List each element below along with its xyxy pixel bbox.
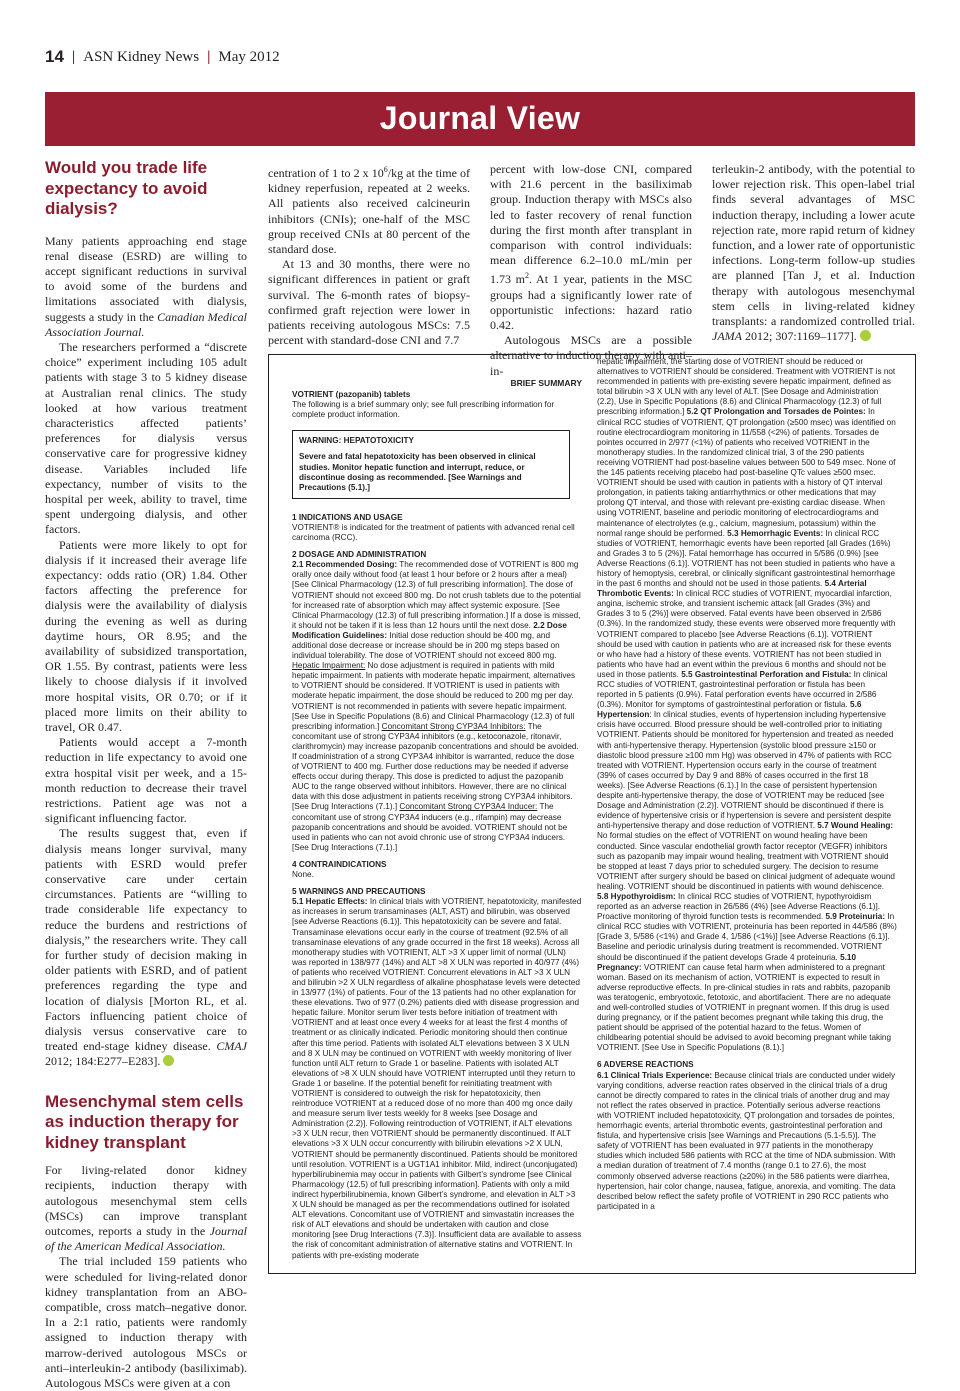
subsection-title: 5.1 Hepatic Effects: [292,897,368,907]
superscript: 2 [525,271,530,281]
column-2 [268,162,470,347]
section-heading: 1 INDICATIONS AND USAGE [292,512,403,522]
subsection-title: 5.3 Hemorrhagic Events: [727,528,824,538]
text: 2012; 307:1169–1177]. [741,329,857,344]
section-text: None. [292,870,314,880]
text: /kg at the time of kidney reperfusion, repeated at 2 weeks. All patients also received calcineurin inhibitors (CNIs); one-half of the MSC group received CNIs at 80 percent of the standard dose. [268,166,470,257]
text: Many patients approaching end stage renal disease (ESRD) are willing to accept significant reductions in survival to avoid some of the burdens and limitations associated with dialysis, suggests a study in the [45,233,247,324]
text: 2012; 184:E277–E283]. [45,1054,161,1069]
text: In clinical RCC studies with VOTRIENT, proteinuria has been reported in 44/586 (8%) [Grade 3, 5/586 (<1%) and Grade 4, 1/586 (<1%)] [see Adverse Reactions (6.1)]. Baseline and periodic urinalysis during treatment is recommended. VOTRIENT should be discontinued if the patient develops Grade 4 proteinuria. [597,912,897,962]
page-number: 14 [45,47,64,66]
paragraph [268,162,470,257]
section-title: Journal View [379,100,581,136]
text: centration of 1 to 2 x 10 [268,166,384,180]
text: The concomitant use of strong CYP3A4 inhibitors (e.g., ketoconazole, ritonavir, clarithromycin) may increase pazopanib concentrations and should be avoided. If coadministration of a strong CYP3A4 inhibitor is warranted, reduce the dose of VOTRIENT to 400 mg. Further dose reductions may be needed if adverse effects occur during therapy. This dose is predicted to adjust the pazopanib AUC to the range observed without inhibitors. However, there are no clinical data with this dose adjustment in patients receiving strong CYP3A4 inhibitors. [See Drug Interactions (7.1).] [292,721,579,812]
subsection-title: 5.8 Hypothyroidism: [597,891,676,901]
ad-column-right [597,357,897,1269]
text: In clinical RCC studies of VOTRIENT, hemorrhagic events have been reported [all Grades (16%) and Grades 3 to 5 (2%)]. Fatal hemorrhage has occurred in 5/586 (0.9%) [see Adverse Reactions (6.1)]. VOTRIENT has not been studied in patients who have a history of hemoptysis, cerebral, or clinically significant gastrointestinal hemorrhage in the past 6 months and should not be used in those patients. [597,528,896,589]
subsection-title: 5.9 Proteinuria: [825,912,886,922]
drug-subtitle: The following is a brief summary only; see full prescribing information for complete product information. [292,400,555,420]
journal-name: Canadian Medical Association Journal. [45,309,248,339]
section-heading: 5 WARNINGS AND PRECAUTIONS [292,887,426,897]
text: Because clinical trials are conducted under widely varying conditions, adverse reaction rates observed in the clinical trials of a drug cannot be directly compared to rates in the clinical trials of another drug and may not reflect the rates observed in practice. Potentially serious adverse reactions with VOTRIENT included hepatotoxicity, QT prolongation and torsades de pointes, hemorrhagic events, arterial thrombotic events, gastrointestinal perforation and fistula, and hypertensive crisis [see Warnings and Precautions (5.1-5.5)]. The safety of VOTRIENT has been evaluated in 977 patients in the monotherapy studies which included 586 patients with RCC at the time of NDA submission. With a median duration of treatment of 7.4 months (range 0.1 to 27.6), the most commonly observed adverse reactions (≥20%) in the 586 patients were diarrhea, hypertension, hair color change, nausea, fatigue, anorexia, and vomiting. The data described below reflect the safety profile of VOTRIENT in 290 RCC patients who participated in a [597,1070,896,1211]
text: VOTRIENT can cause fetal harm when administered to a pregnant woman. Based on its mechanism of action, VOTRIENT is expected to result in adverse reproductive effects. In pre-clinical studies in rats and rabbits, pazopanib was teratogenic, embryotoxic, fetotoxic, and abortifacient. There are no adequate and well-controlled studies of VOTRIENT in pregnant women. If this drug is used during pregnancy, or if the patient becomes pregnant while taking this drug, the patient should be apprised of the potential hazard to the fetus. Women of childbearing potential should be advised to avoid becoming pregnant while taking VOTRIENT. [See Use in Specific Populations (8.1).] [597,962,892,1053]
article-headline: Mesenchymal stem cells as induction therapy for kidney transplant [45,1091,244,1152]
subsection-title: 5.10 Pregnancy: [597,952,856,972]
section-text [597,1071,897,1212]
text: percent with low-dose CNI, compared with 21.6 percent in the basiliximab group. Induction therapy with MSCs also led to faster recovery of renal function during the first month after transplant in comparison with control individuals: mean difference 6.2–10.0 mL/min per 1.73 m [490,162,692,287]
paragraph: At 13 and 30 months, there were no significant differences in patient or graft survival. The 6-month rates of biopsy-confirmed graft rejection were lower in patients receiving autologous MSCs: 7.5 percent with standard-dose CNI and 7.7 [268,257,470,348]
subsection-title: 6.1 Clinical Trials Experience: [597,1070,713,1080]
boxed-warning [292,430,570,498]
text: In clinical RCC studies of VOTRIENT, hypothyroidism reported as an adverse reaction in 26/586 (4%) [see Adverse Reactions (6.1)]. Proactive monitoring of thyroid function tests is recommended. [597,891,881,922]
paragraph [490,162,692,333]
column-3 [490,162,693,378]
label: Concomitant Strong CYP3A4 Inducer: [399,802,538,812]
issue-date: May 2012 [218,48,280,65]
section-heading: 2 DOSAGE AND ADMINISTRATION [292,550,427,560]
ad-column-left [292,380,582,1270]
paragraph: Autologous MSCs are a possible alternative to induction therapy with anti–in- [490,333,692,378]
warning-text: Severe and fatal hepatotoxicity has been observed in clinical studies. Monitor hepatic function and interrupt, reduce, or discontinue dosing as recommended. [See Warnings and Precautions (5.1).] [299,452,536,492]
text: terleukin-2 antibody, with the potential to lower rejection risk. This open-label trial finds several advantages of MSC induction therapy, including a lower acute rejection rate, more rapid return of kidney function, and a lower rate of opportunistic infections. Long-term follow-up studies are planned [Tan J, et al. Induction therapy with autologous mesenchymal stem cells in living-related kidney transplants: a randomized controlled trial. [712,162,915,329]
label: Hepatic Impairment: [292,661,366,671]
label: Concomitant Strong CYP3A4 Inhibitors: [381,721,526,731]
citation-journal: JAMA [712,329,742,344]
page-header [45,47,280,67]
section-heading: 6 ADVERSE REACTIONS [597,1060,694,1070]
text: : In clinical studies, events of hypertension including hypertensive crisis have occurred. Blood pressure should be well-controlled prior to initiating VOTRIENT. Patients should be monitored for hypertension and treated as needed with anti-hypertensive therapy. Hypertension (systolic blood pressure ≥150 or diastolic blood pressure ≥100 mm Hg) was observed in 47% of patients with RCC treated with VOTRIENT. Hypertension occurs early in the course of treatment (39% of cases occurred by Day 9 and 88% of cases occurred in the first 18 weeks). [See Adverse Reactions (6.1).] In the case of persistent hypertension despite anti-hypertensive therapy, the dose of VOTRIENT may be reduced [see Dosage and Administration (2.2)]. VOTRIENT should be discontinued if there is evidence of hypertensive crisis or if hypertension is severe and persistent despite anti-hypertensive therapy and dose reduction of VOTRIENT. [597,710,894,831]
text: For living-related donor kidney recipients, induction therapy with autologous mesenchymal stem cells (MSCs) can improve transplant outcomes, reports a study in the [45,1163,247,1238]
paragraph: The researchers performed a “discrete choice” experiment including 105 adult patients with stage 3 to 5 kidney disease at Australian renal clinics. The study looked at how various treatment characteristics affected patients’ preferences for dialysis versus conservative care for progressive kidney disease. Variables included life expectancy, number of visits to the hospital per week, ability to travel, time spent undergoing dialysis, and other factors. [45,339,247,537]
paragraph [45,234,247,340]
subsection-title: 5.2 QT Prolongation and Torsades de Pointes: [686,407,866,417]
section-text [292,897,582,1260]
publication-name: ASN Kidney News [83,48,200,65]
subsection-title: 5.6 Hypertension [597,700,862,720]
text: hepatic impairment, the starting dose of VOTRIENT should be reduced or alternatives to VOTRIENT should be considered. Treatment with VOTRIENT is not recommended in patients with pre-existing severe hepatic impairment, defined as total bilirubin >3 X ULN with any level of ALT. [See Dosage and Administration (2.2), Use in Specific Populations (8.6) and Clinical Pharmacology (12.3) of full prescribing information.] [597,357,896,417]
superscript: 6 [383,165,388,174]
paragraph: Patients would accept a 7-month reduction in life expectancy to avoid one extra hospital visit per week, and a 15-month reduction to decrease their travel restrictions. Patient age was not a significant influencing factor. [45,735,247,826]
end-mark-icon [860,330,871,341]
drug-title: VOTRIENT (pazopanib) tablets [292,390,411,400]
brief-summary-label: BRIEF SUMMARY [510,378,582,388]
paragraph [45,1163,247,1254]
subsection-title: 2.2 Dose Modification Guidelines: [292,620,567,640]
journal-name: Journal of the American Medical Association. [45,1223,247,1254]
prescribing-summary-ad [268,354,916,1274]
text: Initial dose reduction should be 400 mg, and additional dose decrease or increase should be in 200 mg steps based on individual tolerability. The dose of VOTRIENT should not exceed 800 mg. [292,630,560,661]
paragraph: The trial included 159 patients who were scheduled for living-related donor kidney transplantation from an ABO-compatible, cross match–negative donor. In a 2:1 ratio, patients were randomly assigned to induction therapy with marrow-derived autologous MSCs or anti–interleukin-2 antibody (basiliximab). Autologous MSCs were given at a con [45,1254,247,1391]
article-headline: Would you trade life expectancy to avoid dialysis? [45,158,208,218]
text: No formal studies on the effect of VOTRIENT on wound healing have been conducted. Since vascular endothelial growth factor receptor (VEGFR) inhibitors such as pazopanib may impair wound healing, treatment with VOTRIENT should be stopped at least 7 days prior to scheduled surgery. The decision to resume VOTRIENT after surgery should be based on clinical judgment of adequate wound healing. VOTRIENT should be discontinued in patients with wound dehiscence. [597,831,895,891]
text: In clinical RCC studies of VOTRIENT, gastrointestinal perforation or fistula has been reported in 5 patients (0.9%). Fatal perforation events have occurred in 2/586 (0.3%). Monitor for symptoms of gastrointestinal perforation or fistula. [597,669,888,710]
column-4 [712,162,915,347]
text: In clinical RCC studies of VOTRIENT, QT prolongation (≥500 msec) was identified on routine electrocardiogram monitoring in 11/558 (<2%) of patients. Torsades de pointes occurred in 2/977 (<1%) of patients who received VOTRIENT in the monotherapy studies. In the randomized clinical trial, 3 of the 290 patients receiving VOTRIENT had post-baseline values between 500 to 549 msec. None of the 145 patients receiving placebo had post-baseline QTc values ≥500 msec. VOTRIENT should be used with caution in patients with a history of QT interval prolongation, in patients taking antiarrhythmics or other medications that may prolong QT interval, and those with relevant pre-existing cardiac disease. When using VOTRIENT, baseline and periodic monitoring of electrocardiograms and maintenance of electrolytes (e.g., calcium, magnesium, potassium) within the normal range should be performed. [597,407,896,538]
text: The recommended dose of VOTRIENT is 800 mg orally once daily without food (at least 1 hour before or 2 hours after a meal) [See Clinical Pharmacology (12.3) of full prescribing information]. The dose of VOTRIENT should not exceed 800 mg. Do not crush tablets due to the potential for increased rate of absorption which may affect systemic exposure. [See Clinical Pharmacology (12.3) of full prescribing information.] If a dose is missed, it should not be taken if it is less than 12 hours until the next dose. [292,560,581,630]
separator: | [71,48,76,65]
section-text: VOTRIENT® is indicated for the treatment of patients with advanced renal cell carcinoma (RCC). [292,522,575,543]
paragraph [45,826,247,1069]
text: In clinical RCC studies of VOTRIENT, myocardial infarction, angina, ischemic stroke, and transient ischemic attack [all Grades (3%) and Grades 3 to 5 (2%)] were observed. Fatal events have been observed in 2/586 (0.3%). In the randomized study, these events were observed more frequently with VOTRIENT compared to placebo [see Adverse Reactions (6.1)]. VOTRIENT should be used with caution in patients who are at increased risk for these events or who have had a history of these events. VOTRIENT has not been studied in patients who have had an event within the previous 6 months and should not be used in those patients. [597,589,896,679]
subsection-title: 2.1 Recommended Dosing: [292,560,398,570]
paragraph [712,162,915,344]
section-banner [45,92,915,146]
subsection-title: 5.4 Arterial Thrombotic Events: [597,579,867,599]
subsection-title: 5.7 Wound Healing: [817,821,894,831]
text: The results suggest that, even if dialysis means longer survival, many patients with ESRD would prefer conservative care under certain circumstances. Patients are “willing to trade considerable life expectancy to reduce the burdens and restrictions of dialysis,” the researchers write. They call for further study of decision making in older patients with ESRD, and of patient preferences regarding the type and location of dialysis [Morton RL, et al. Factors influencing patient choice of dialysis versus conservative care to treated end-stage kidney disease. [45,826,247,1054]
separator: | [207,48,211,65]
section-text [292,560,582,853]
citation-journal: CMAJ [216,1039,247,1054]
paragraph: Patients were more likely to opt for dialysis if it increased their average life expectancy: odds ratio (OR) 1.84. Other factors affecting the preference for dialysis were the availability of dialysis during the evening as well as during daytime hours, OR 8.95; and the availability of subsidized transportation, OR 1.55. By contrast, patients were less likely to choose dialysis if it involved more hospital visits, OR 0.70; or if it placed more limits on their ability to travel, OR 0.47. [45,537,247,734]
column-1 [45,158,248,1391]
text: The concomitant use of strong CYP3A4 inducers (e.g., rifampin) may decrease pazopanib concentrations and should be avoided. VOTRIENT should not be used in patients who can not avoid chronic use of strong CYP3A4 inducers. [See Drug Interactions (7.1).] [292,802,568,852]
text: . At 1 year, patients in the MSC groups had a significantly lower rate of opportunistic infections: hazard ratio 0.42. [490,272,693,333]
subsection-title: 5.5 Gastrointestinal Perforation and Fistula: [681,669,852,679]
text: No dose adjustment is required in patients with mild hepatic impairment. In patients with moderate hepatic impairment, alternatives to VOTRIENT should be considered. If VOTRIENT is used in patients with moderate hepatic impairment, the dose should be reduced to 200 mg per day. VOTRIENT is not recommended in patients with severe hepatic impairment. [See Use in Specific Populations (8.6) and Clinical Pharmacology (12.3) of full prescribing information.] [292,661,576,731]
text: In clinical trials with VOTRIENT, hepatotoxicity, manifested as increases in serum transaminases (ALT, AST) and bilirubin, was observed [see Adverse Reactions (6.1)]. This hepatotoxicity can be severe and fatal. Transaminase elevations occur early in the course of treatment (92.5% of all transaminase elevations of any grade occurred in the first 18 weeks). Across all monotherapy studies with VOTRIENT, ALT >3 X upper limit of normal (ULN) was reported in 138/977 (14%) and ALT >8 X ULN was reported in 40/977 (4%) of patients who received VOTRIENT. Concurrent elevations in ALT >3 X ULN and bilirubin >2 X ULN regardless of alkaline phosphatase levels were detected in 13/977 (1%) of patients. Four of the 13 patients had no other explanation for these elevations. Two of 977 (0.2%) patients died with disease progression and hepatic failure. Monitor serum liver tests before initiation of treatment with VOTRIENT and at least once every 4 weeks for at least the first 4 months of treatment or as clinically indicated. Periodic monitoring should then continue after this time period. Patients with isolated ALT elevations between 3 X ULN and 8 X ULN may be continued on VOTRIENT with weekly monitoring of liver function until ALT return to Grade 1 or baseline. Patients with isolated ALT elevations of >8 X ULN should have VOTRIENT interrupted until they return to Grade 1 or baseline. If the potential benefit for reinitiating treatment with VOTRIENT is considered to outweigh the risk for hepatotoxicity, then reintroduce VOTRIENT at a reduced dose of no more than 400 mg once daily and measure serum liver tests weekly for 8 weeks [see Dosage and Administration (2.2)]. Following reintroduction of VOTRIENT, if ALT elevations >3 X ULN recur, then VOTRIENT should be permanently discontinued. If ALT elevations >3 X ULN occur concurrently with bilirubin elevations >2 X ULN, VOTRIENT should be permanently discontinued. Patients should be monitored until resolution. VOTRIENT is a UGT1A1 inhibitor. Mild, indirect (unconjugated) hyperbilirubinemia may occur in patients with Gilbert’s syndrome [see Clinical Pharmacology (12.5) of full prescribing information]. Patients with only a mild indirect hyperbilirubinemia, known Gilbert’s syndrome, and elevation in ALT >3 X ULN should be managed as per the recommendations outlined for isolated ALT elevations. Concomitant use of VOTRIENT and simvastatin increases the risk of ALT elevations and should be undertaken with caution and close monitoring [see Drug Interactions (7.3)]. Insufficient data are available to assess the risk of concomitant administration of alternative statins and VOTRIENT. In patients with pre-existing moderate [292,897,582,1260]
warning-title: WARNING: HEPATOTOXICITY [299,436,414,446]
end-mark-icon [163,1055,174,1066]
section-text [597,357,897,1053]
section-heading: 4 CONTRAINDICATIONS [292,859,387,869]
